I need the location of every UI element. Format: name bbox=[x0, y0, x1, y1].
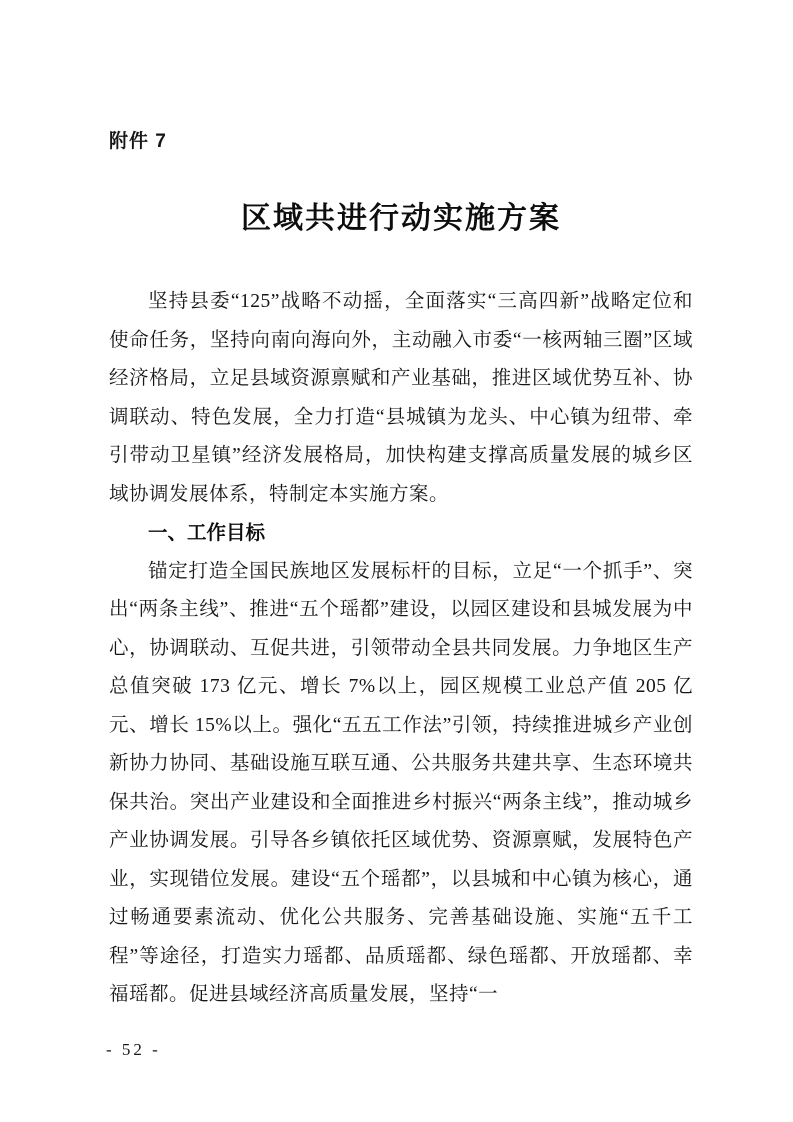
document-content bbox=[109, 126, 693, 1015]
section1-heading: 一、工作目标 bbox=[148, 522, 266, 544]
section1-paragraph: 锚定打造全国民族地区发展标杆的目标，立足“一个抓手”、突出“两条主线”、推进“五个瑶都”建设，以园区建设和县城发展为中心，协调联动、互促共进，引领带动全县共同发展。力争地区生产总值突破 173 亿元、增长 7%以上，园区规模工业总产值 205 亿元、增长 15%以上。强化“五五工作法”引领，持续推进城乡产业创新协力协同、基础设施互联互通、公共服务共建共享、生态环境共保共治。突出产业建设和全面推进乡村振兴“两条主线”，推动城乡产业协调发展。引导各乡镇依托区域优势、资源禀赋，发展特色产业，实现错位发展。建设“五个瑶都”，以县城和中心镇为核心，通过畅通要素流动、优化公共服务、完善基础设施、实施“五千工程”等途径，打造实力瑶都、品质瑶都、绿色瑶都、开放瑶都、幸福瑶都。促进县域经济高质量发展，坚持“一 bbox=[109, 560, 693, 1005]
page-number: - 52 - bbox=[106, 1040, 161, 1059]
attachment-label: 附件 7 bbox=[109, 131, 167, 152]
document-title: 区域共进行动实施方案 bbox=[241, 202, 561, 235]
intro-paragraph: 坚持县委“125”战略不动摇，全面落实“三高四新”战略定位和使命任务，坚持向南向海向外，主动融入市委“一核两轴三圈”区域经济格局，立足县域资源禀赋和产业基础，推进区域优势互补、协调联动、特色发展，全力打造“县城镇为龙头、中心镇为纽带、牵引带动卫星镇”经济发展格局，加快构建支撑高质量发展的城乡区域协调发展体系，特制定本实施方案。 bbox=[109, 291, 693, 505]
